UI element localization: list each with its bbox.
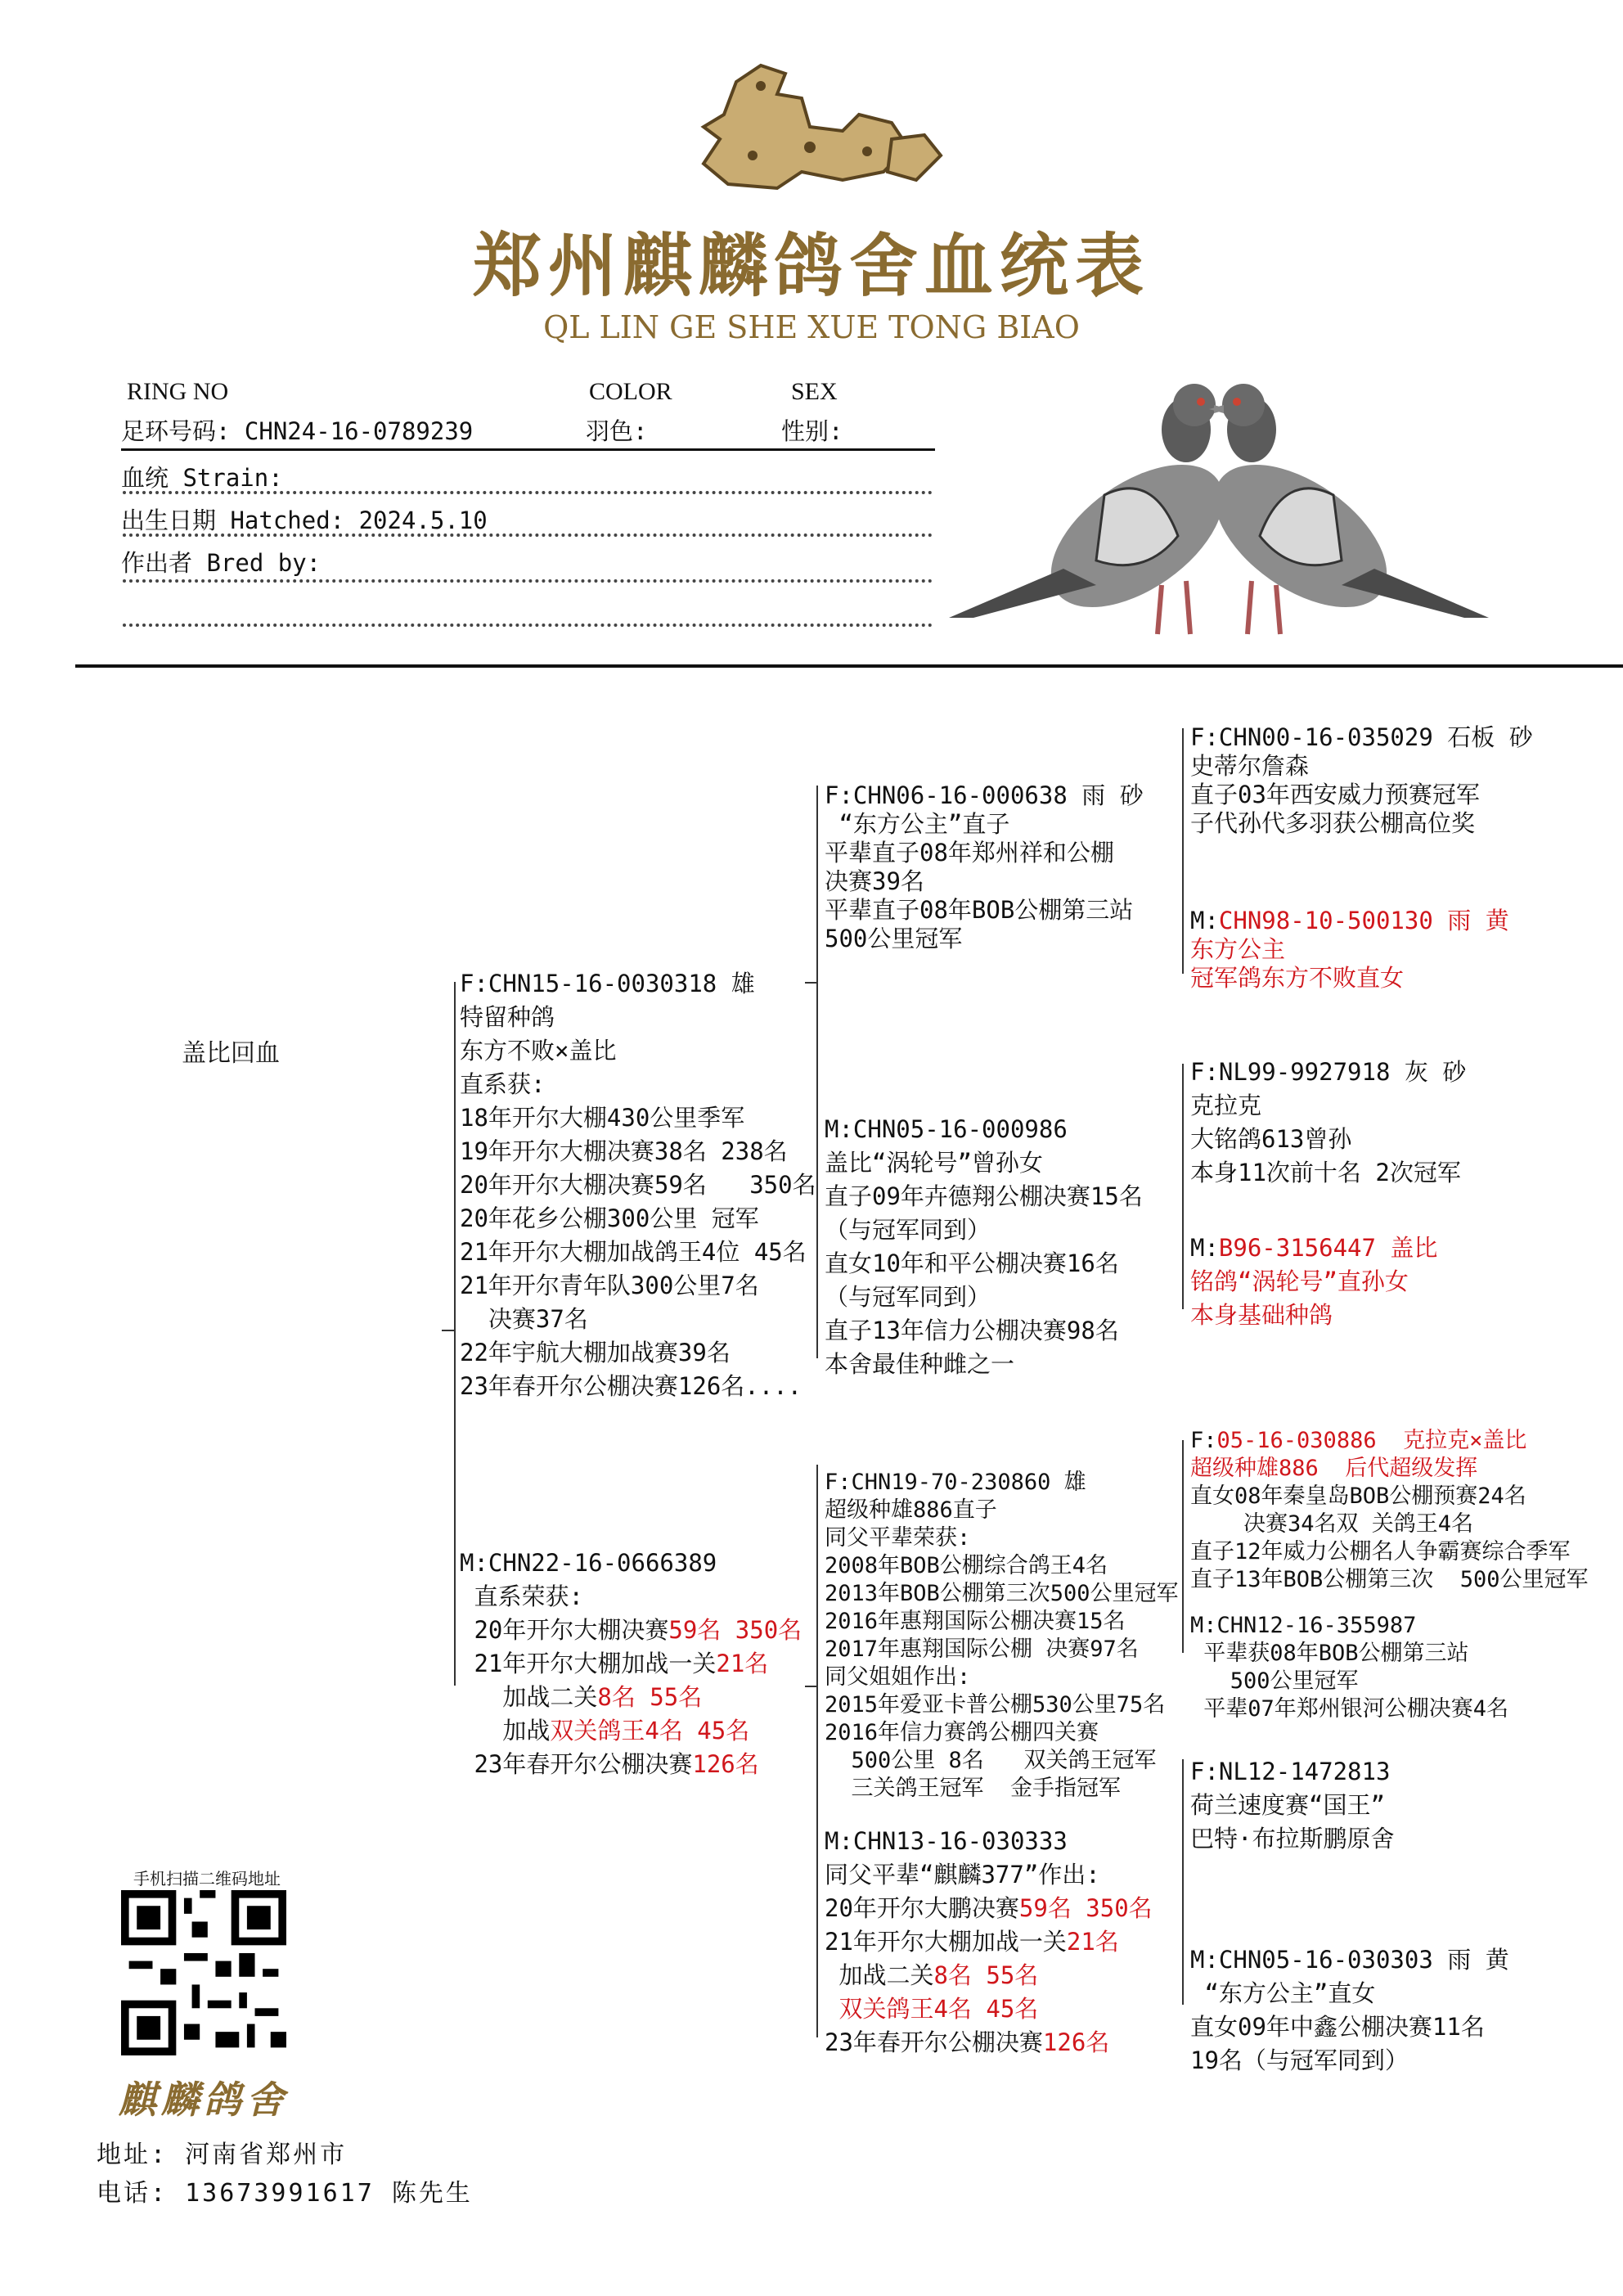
highlight-text: B96-3156447 盖比 bbox=[1218, 1234, 1438, 1262]
pedigree-text: 克拉克 bbox=[1190, 1092, 1262, 1119]
pedigree-line bbox=[825, 1775, 1179, 1803]
great-grandsire-3-block bbox=[1190, 1427, 1589, 1594]
strain-field: 血统 Strain: bbox=[121, 464, 283, 492]
pedigree-line bbox=[1190, 1755, 1394, 1789]
pedigree-text: （与冠军同到） bbox=[825, 1283, 991, 1311]
pedigree-line bbox=[1190, 809, 1533, 838]
pedigree-line bbox=[1190, 1943, 1509, 1977]
pedigree-text: 东方不败×盖比 bbox=[460, 1037, 617, 1065]
pedigree-line bbox=[460, 1101, 816, 1135]
pedigree-line bbox=[460, 1168, 816, 1202]
pedigree-text: 直子03年西安威力预赛冠军 bbox=[1190, 781, 1480, 808]
pedigree-text: 直子13年信力公棚决赛98名 bbox=[825, 1317, 1119, 1344]
sex-field: 性别: bbox=[781, 417, 843, 445]
dragon-emblem-icon bbox=[679, 49, 949, 196]
pedigree-text: M: bbox=[1190, 1234, 1219, 1262]
highlight-text: 21名 bbox=[716, 1650, 769, 1677]
pedigree-text: 500公里冠军 bbox=[825, 925, 963, 952]
pedigree-text: 直系荣获: bbox=[460, 1582, 583, 1610]
pedigree-line bbox=[825, 839, 1144, 867]
pedigree-line bbox=[1190, 1089, 1466, 1123]
pedigree-text: 荷兰速度赛“国王” bbox=[1190, 1791, 1385, 1819]
great-granddam-4-block bbox=[1190, 1943, 1509, 2078]
pedigree-text: 21年开尔青年队300公里7名 bbox=[460, 1272, 759, 1299]
dotted-line bbox=[123, 624, 933, 627]
pedigree-line bbox=[1190, 1056, 1466, 1089]
pedigree-text: F:CHN19-70-230860 雄 bbox=[825, 1470, 1086, 1495]
pedigree-line bbox=[825, 1180, 1143, 1213]
pedigree-line bbox=[460, 1202, 816, 1236]
pedigree-text: 本身11次前十名 2次冠军 bbox=[1190, 1159, 1461, 1186]
pedigree-line bbox=[825, 810, 1144, 839]
pedigree-line bbox=[825, 1636, 1179, 1663]
pedigree-line bbox=[825, 1497, 1179, 1524]
pedigree-line bbox=[825, 1691, 1179, 1719]
pedigree-text: 加战二关 bbox=[460, 1683, 598, 1711]
bracket-tick bbox=[805, 1686, 818, 1687]
pedigree-line bbox=[825, 781, 1144, 810]
generation-bracket bbox=[1182, 1064, 1184, 1309]
highlight-text: 8名 55名 bbox=[933, 1961, 1039, 1989]
pedigree-text: 同父平辈“麒麟377”作出: bbox=[825, 1861, 1100, 1889]
pedigree-text: 2016年信力赛鸽公棚四关赛 bbox=[825, 1720, 1099, 1745]
page-subtitle: QL LIN GE SHE XUE TONG BIAO bbox=[543, 309, 1080, 345]
pedigree-text: 2008年BOB公棚综合鸽王4名 bbox=[825, 1553, 1108, 1578]
pedigree-text: 平辈07年郑州银河公棚决赛4名 bbox=[1190, 1696, 1509, 1722]
hatched-field: 出生日期 Hatched: 2024.5.10 bbox=[121, 506, 488, 534]
pigeon-pair-icon bbox=[941, 372, 1497, 651]
pedigree-text: 决赛37名 bbox=[460, 1305, 588, 1333]
pedigree-text: 决赛34名双 关鸽王4名 bbox=[1190, 1511, 1474, 1537]
pedigree-line bbox=[460, 1336, 816, 1370]
highlight-text: 126名 bbox=[692, 1750, 759, 1778]
pedigree-text: 同父姐姐作出: bbox=[825, 1664, 971, 1690]
pedigree-text: 20年开尔大棚决赛59名 350名 bbox=[460, 1171, 816, 1199]
pedigree-line bbox=[1190, 1695, 1508, 1723]
pedigree-line bbox=[825, 1281, 1143, 1314]
sire-dam-block bbox=[825, 1113, 1143, 1381]
highlight-text: CHN98-10-500130 雨 黄 bbox=[1218, 907, 1509, 934]
pedigree-text: 2017年惠翔国际公棚 决赛97名 bbox=[825, 1636, 1139, 1662]
bracket-tick bbox=[442, 1330, 455, 1331]
highlight-text: 超级种雄886 后代超级发挥 bbox=[1190, 1456, 1478, 1481]
dotted-line bbox=[123, 533, 933, 537]
qr-code-icon bbox=[121, 1890, 286, 2055]
pedigree-line bbox=[825, 896, 1144, 925]
pedigree-text: 直子09年卉德翔公棚决赛15名 bbox=[825, 1182, 1143, 1210]
pedigree-text: F: bbox=[1190, 1428, 1217, 1453]
pedigree-line bbox=[460, 1001, 816, 1034]
pedigree-line bbox=[460, 1068, 816, 1101]
pedigree-text: 23年春开尔公棚决赛 bbox=[825, 2028, 1043, 2056]
pedigree-text: 23年春开尔公棚决赛 bbox=[460, 1750, 693, 1778]
pedigree-text: 20年开尔大棚决赛 bbox=[460, 1616, 669, 1644]
bred-by-field: 作出者 Bred by: bbox=[121, 549, 321, 577]
color-field: 羽色: bbox=[586, 417, 648, 445]
ring-number: 足环号码: CHN24-16-0789239 bbox=[121, 417, 474, 445]
pedigree-line bbox=[460, 1034, 816, 1068]
pedigree-line bbox=[1190, 1977, 1509, 2010]
pedigree-text: M:CHN05-16-000986 bbox=[825, 1115, 1068, 1143]
pedigree-line bbox=[1190, 1612, 1508, 1640]
pedigree-line bbox=[825, 2026, 1153, 2060]
pedigree-line bbox=[825, 1348, 1143, 1381]
dotted-line bbox=[123, 579, 933, 583]
pedigree-text: F:NL12-1472813 bbox=[1190, 1758, 1391, 1785]
pedigree-line bbox=[1190, 964, 1509, 993]
qr-caption: 手机扫描二维码地址 bbox=[133, 1869, 281, 1889]
pedigree-text: 加战二关 bbox=[825, 1961, 934, 1989]
pedigree-text: 超级种雄886直子 bbox=[825, 1497, 997, 1523]
pedigree-line bbox=[825, 1314, 1143, 1348]
color-label-en: COLOR bbox=[589, 378, 672, 405]
highlight-text: 05-16-030886 克拉克×盖比 bbox=[1216, 1428, 1527, 1453]
pedigree-text: 直子13年BOB公棚第三次 500公里冠军 bbox=[1190, 1567, 1589, 1592]
pedigree-text: “东方公主”直子 bbox=[825, 810, 1010, 838]
pedigree-line bbox=[825, 1663, 1179, 1691]
pedigree-text: 21年开尔大棚加战鸽王4位 45名 bbox=[460, 1238, 807, 1266]
pedigree-text: 大铭鸽613曾孙 bbox=[1190, 1125, 1352, 1153]
highlight-text: 59名 350名 bbox=[668, 1616, 803, 1644]
pedigree-text: 2013年BOB公棚第三次500公里冠军 bbox=[825, 1581, 1179, 1606]
pedigree-line bbox=[825, 1992, 1153, 2026]
dam-block bbox=[460, 1546, 802, 1781]
pedigree-text: 巴特·布拉斯鹏原舍 bbox=[1190, 1825, 1395, 1853]
pedigree-text: 平辈直子08年BOB公棚第三站 bbox=[825, 896, 1134, 924]
pedigree-line bbox=[825, 867, 1144, 896]
pedigree-line bbox=[460, 967, 816, 1001]
pedigree-line bbox=[460, 1748, 802, 1781]
page-title: 郑州麒麟鸽舍血统表 bbox=[472, 225, 1150, 306]
pedigree-line bbox=[1190, 1123, 1466, 1156]
pedigree-line bbox=[825, 1825, 1153, 1858]
pedigree-line bbox=[1190, 1265, 1437, 1299]
great-granddam-3-block bbox=[1190, 1612, 1508, 1723]
pedigree-line bbox=[460, 1647, 802, 1681]
pedigree-line bbox=[1190, 723, 1533, 752]
great-grandsire-4-block bbox=[1190, 1755, 1394, 1856]
pedigree-line bbox=[460, 1614, 802, 1647]
ring-label-en: RING NO bbox=[127, 378, 229, 405]
dam-sire-block bbox=[825, 1469, 1179, 1803]
generation-bracket bbox=[454, 982, 456, 1686]
pedigree-line bbox=[825, 1146, 1143, 1180]
pedigree-text: 500公里冠军 bbox=[1190, 1668, 1359, 1694]
pedigree-text: 2015年爱亚卡普公棚530公里75名 bbox=[825, 1692, 1166, 1717]
pedigree-text: 21年开尔大棚加战一关 bbox=[825, 1928, 1067, 1956]
pedigree-text: 2016年惠翔国际公棚决赛15名 bbox=[825, 1609, 1126, 1634]
pedigree-line bbox=[1190, 1231, 1437, 1265]
pedigree-line bbox=[825, 1213, 1143, 1247]
pedigree-line bbox=[825, 1469, 1179, 1497]
pedigree-line bbox=[1190, 1822, 1394, 1856]
phone: 电话: 13673991617 陈先生 bbox=[97, 2179, 473, 2208]
pedigree-text: 加战 bbox=[460, 1717, 551, 1745]
pedigree-line bbox=[1190, 2044, 1509, 2078]
pedigree-line bbox=[825, 1247, 1143, 1281]
sex-label-en: SEX bbox=[791, 378, 838, 405]
pedigree-line bbox=[1190, 1566, 1589, 1594]
pedigree-line bbox=[460, 1546, 802, 1580]
pedigree-text: 直女10年和平公棚决赛16名 bbox=[825, 1249, 1119, 1277]
pedigree-line bbox=[1190, 1640, 1508, 1668]
pedigree-line bbox=[1190, 907, 1509, 935]
subject-note: 盖比回血 bbox=[182, 1039, 280, 1068]
pedigree-line bbox=[1190, 935, 1509, 964]
pedigree-line bbox=[460, 1135, 816, 1168]
pedigree-text: 决赛39名 bbox=[825, 867, 924, 895]
pedigree-text: 同父平辈荣获: bbox=[825, 1525, 971, 1551]
pedigree-text: 直子12年威力公棚名人争霸赛综合季军 bbox=[1190, 1539, 1571, 1564]
highlight-text: 59名 350名 bbox=[1018, 1894, 1153, 1922]
pedigree-text: 三关鸽王冠军 金手指冠军 bbox=[825, 1776, 1122, 1801]
great-granddam-1-block bbox=[1190, 907, 1509, 993]
pedigree-line bbox=[1190, 2010, 1509, 2044]
pedigree-text: F:NL99-9927918 灰 砂 bbox=[1190, 1058, 1467, 1086]
pedigree-line bbox=[1190, 1789, 1394, 1822]
highlight-text: 21名 bbox=[1066, 1928, 1119, 1956]
pedigree-text: 22年宇航大棚加战赛39名 bbox=[460, 1339, 731, 1366]
pedigree-text: （与冠军同到） bbox=[825, 1216, 991, 1244]
pedigree-line bbox=[825, 1747, 1179, 1775]
pedigree-text: 本舍最佳种雌之一 bbox=[825, 1350, 1015, 1378]
sire-block bbox=[460, 967, 816, 1403]
pedigree-text: 21年开尔大棚加战一关 bbox=[460, 1650, 717, 1677]
pedigree-line bbox=[460, 1269, 816, 1303]
pedigree-line bbox=[460, 1580, 802, 1614]
highlight-text: 本身基础种鸽 bbox=[1190, 1301, 1333, 1329]
pedigree-text: 史蒂尔詹森 bbox=[1190, 752, 1310, 780]
sire-sire-block bbox=[825, 781, 1144, 953]
highlight-text: 东方公主 bbox=[1190, 935, 1286, 963]
pedigree-line bbox=[1190, 1427, 1589, 1455]
pedigree-line bbox=[1190, 1156, 1466, 1190]
pedigree-line bbox=[1190, 752, 1533, 781]
pedigree-text: 直系获: bbox=[460, 1070, 546, 1098]
great-grandsire-2-block bbox=[1190, 1056, 1466, 1190]
highlight-text: 冠军鸽东方不败直女 bbox=[1190, 964, 1405, 992]
pedigree-text: 20年花乡公棚300公里 冠军 bbox=[460, 1204, 759, 1232]
pedigree-line bbox=[825, 1892, 1153, 1925]
pedigree-line bbox=[1190, 1538, 1589, 1566]
pedigree-text: M:CHN22-16-0666389 bbox=[460, 1549, 717, 1577]
highlight-text: 双关鸽王4名 45名 bbox=[550, 1717, 750, 1745]
pedigree-text: 18年开尔大棚430公里季军 bbox=[460, 1104, 745, 1132]
pedigree-line bbox=[460, 1303, 816, 1336]
pedigree-line bbox=[825, 1552, 1179, 1580]
pedigree-line bbox=[1190, 1299, 1437, 1332]
pedigree-text: 子代孙代多羽获公棚高位奖 bbox=[1190, 809, 1476, 837]
pedigree-line bbox=[825, 1608, 1179, 1636]
pedigree-line bbox=[825, 1113, 1143, 1146]
pedigree-line bbox=[825, 1959, 1153, 1992]
pedigree-text: 平辈获08年BOB公棚第三站 bbox=[1190, 1641, 1469, 1666]
pedigree-line bbox=[1190, 1510, 1589, 1538]
pedigree-line bbox=[460, 1236, 816, 1269]
pedigree-text: M:CHN12-16-355987 bbox=[1190, 1613, 1417, 1638]
loft-logo-text: 麒麟鸽舍 bbox=[119, 2078, 289, 2122]
pedigree-text: 平辈直子08年郑州祥和公棚 bbox=[825, 839, 1114, 867]
generation-bracket bbox=[816, 786, 818, 1358]
dotted-line bbox=[123, 491, 933, 494]
pedigree-text: F:CHN06-16-000638 雨 砂 bbox=[825, 781, 1144, 809]
highlight-text: 双关鸽王4名 45名 bbox=[825, 1995, 1039, 2023]
pedigree-line bbox=[825, 925, 1144, 953]
great-grandsire-1-block bbox=[1190, 723, 1533, 838]
pedigree-text: 直女08年秦皇岛BOB公棚预赛24名 bbox=[1190, 1483, 1526, 1509]
pedigree-text: 直女09年中鑫公棚决赛11名 bbox=[1190, 2013, 1485, 2041]
pedigree-text: 盖比“涡轮号”曾孙女 bbox=[825, 1149, 1043, 1177]
pedigree-line bbox=[460, 1681, 802, 1714]
pedigree-text: M:CHN13-16-030333 bbox=[825, 1827, 1068, 1855]
pedigree-line bbox=[460, 1370, 816, 1403]
pedigree-text: 20年开尔大鹏决赛 bbox=[825, 1894, 1019, 1922]
pedigree-text: F:CHN00-16-035029 石板 砂 bbox=[1190, 723, 1533, 751]
highlight-text: 8名 55名 bbox=[597, 1683, 703, 1711]
pedigree-line bbox=[460, 1714, 802, 1748]
generation-bracket bbox=[1182, 728, 1184, 974]
pedigree-line bbox=[825, 1858, 1153, 1892]
highlight-text: 126名 bbox=[1042, 2028, 1110, 2056]
generation-bracket bbox=[1182, 1759, 1184, 2005]
pedigree-text: M:CHN05-16-030303 雨 黄 bbox=[1190, 1946, 1509, 1974]
pedigree-text: F:CHN15-16-0030318 雄 bbox=[460, 970, 755, 997]
pedigree-line bbox=[825, 1524, 1179, 1552]
pedigree-text: 23年春开尔公棚决赛126名.... bbox=[460, 1372, 803, 1400]
pedigree-line bbox=[1190, 1668, 1508, 1695]
header-divider bbox=[75, 664, 1623, 668]
pedigree-text: 19名（与冠军同到） bbox=[1190, 2046, 1409, 2074]
pedigree-line bbox=[1190, 1483, 1589, 1510]
pedigree-line bbox=[825, 1719, 1179, 1747]
address: 地址: 河南省郑州市 bbox=[97, 2141, 348, 2169]
great-granddam-2-block bbox=[1190, 1231, 1437, 1332]
pedigree-line bbox=[1190, 1455, 1589, 1483]
pedigree-text: 19年开尔大棚决赛38名 238名 bbox=[460, 1137, 788, 1165]
generation-bracket bbox=[1182, 1440, 1184, 1653]
pedigree-line bbox=[1190, 781, 1533, 809]
pedigree-text: 特留种鸽 bbox=[460, 1003, 555, 1031]
pedigree-line bbox=[825, 1580, 1179, 1608]
pedigree-text: M: bbox=[1190, 907, 1219, 934]
dam-dam-block bbox=[825, 1825, 1153, 2060]
pedigree-text: 500公里 8名 双关鸽王冠军 bbox=[825, 1748, 1157, 1773]
generation-bracket bbox=[816, 1465, 818, 2037]
pedigree-line bbox=[825, 1925, 1153, 1959]
pedigree-text: “东方公主”直女 bbox=[1190, 1979, 1376, 2007]
ring-underline bbox=[121, 448, 935, 451]
highlight-text: 铭鸽“涡轮号”直孙女 bbox=[1190, 1267, 1409, 1295]
